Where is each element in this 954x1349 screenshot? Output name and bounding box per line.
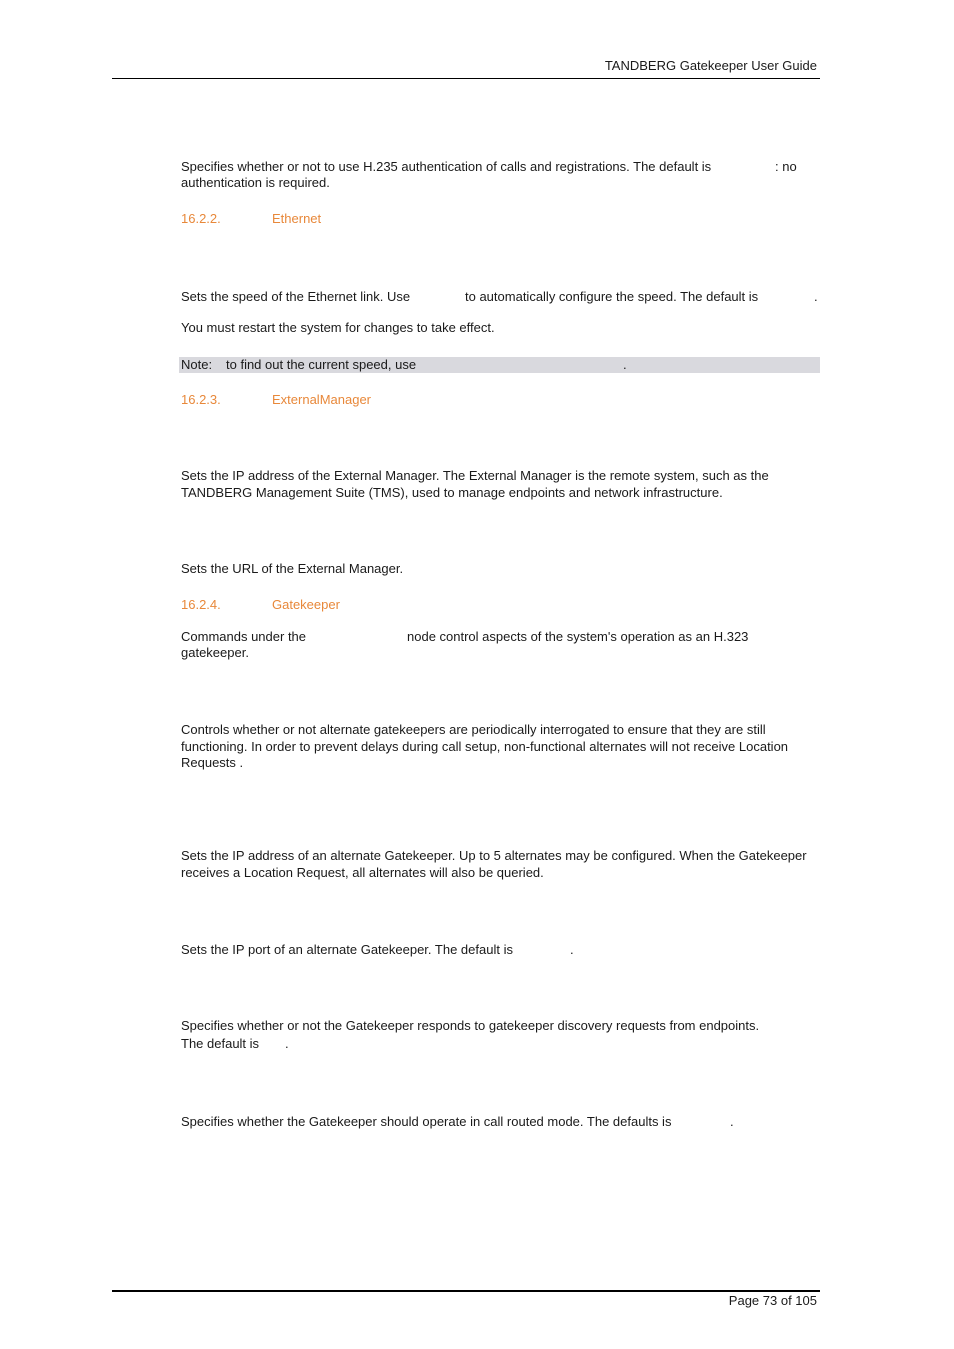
ethernet-speed-desc-b: to automatically configure the speed. The default is	[465, 289, 759, 304]
section-number: 16.2.4.	[181, 597, 221, 612]
gatekeeper-discovery-period: .	[285, 1036, 289, 1051]
section-title: Gatekeeper	[272, 597, 340, 612]
gatekeeper-alternate-address-desc: Sets the IP address of an alternate Gatekeeper. Up to 5 alternates may be configured. When the Gatekeeper receives a Location Request, all alternates will also be queried.	[181, 848, 807, 880]
auth-description-text: Specifies whether or not to use H.235 authentication of calls and registrations. The default is	[181, 159, 712, 174]
note-label: Note:	[181, 357, 213, 372]
header-divider	[112, 78, 820, 79]
auth-description-line1	[181, 159, 809, 176]
auth-description-tail: : no	[775, 159, 797, 174]
note-text-line	[181, 357, 416, 373]
footer-divider	[112, 1290, 820, 1292]
section-number: 16.2.3.	[181, 392, 221, 407]
section-number: 16.2.2.	[181, 211, 221, 226]
gatekeeper-callrouted-desc: Specifies whether the Gatekeeper should operate in call routed mode. The defaults is	[181, 1114, 672, 1129]
ethernet-restart-note: You must restart the system for changes to take effect.	[181, 320, 495, 335]
ethernet-speed-desc-a: Sets the speed of the Ethernet link. Use	[181, 289, 411, 304]
externalmanager-address-desc: Sets the IP address of the External Manager. The External Manager is the remote system, such as the TANDBERG Management Suite (TMS), used to manage endpoints and network infrastructure.	[181, 468, 769, 500]
auth-description-line2: authentication is required.	[181, 175, 330, 190]
gatekeeper-intro-a: Commands under the	[181, 629, 307, 644]
gatekeeper-intro-c: gatekeeper.	[181, 645, 249, 660]
section-heading-gatekeeper	[181, 597, 340, 612]
note-period: .	[623, 357, 627, 372]
section-heading-ethernet	[181, 211, 321, 226]
page-number: Page 73 of 105	[728, 1293, 817, 1308]
externalmanager-url-desc: Sets the URL of the External Manager.	[181, 561, 404, 576]
section-title: ExternalManager	[272, 392, 371, 407]
gatekeeper-intro-b: node control aspects of the system's operation as an H.323	[407, 629, 749, 644]
gatekeeper-polling-desc: Controls whether or not alternate gatekeepers are periodically interrogated to ensure that they are still functioning. In order to prevent delays during call setup, non-functional alternates will not receive Location Requests .	[181, 722, 789, 770]
gatekeeper-alternate-port-period: .	[570, 942, 574, 957]
gatekeeper-discovery-default: The default is	[181, 1036, 260, 1051]
note-body: to find out the current speed, use	[226, 357, 417, 372]
gatekeeper-callrouted-period: .	[730, 1114, 734, 1129]
section-title: Ethernet	[272, 211, 322, 226]
document-header-title: TANDBERG Gatekeeper User Guide	[604, 58, 817, 73]
gatekeeper-discovery-desc: Specifies whether or not the Gatekeeper responds to gatekeeper discovery requests from endpoints.	[181, 1018, 760, 1033]
section-heading-externalmanager	[181, 392, 371, 407]
ethernet-speed-desc-c: .	[814, 289, 818, 304]
gatekeeper-alternate-port-desc: Sets the IP port of an alternate Gatekeeper. The default is	[181, 942, 513, 957]
